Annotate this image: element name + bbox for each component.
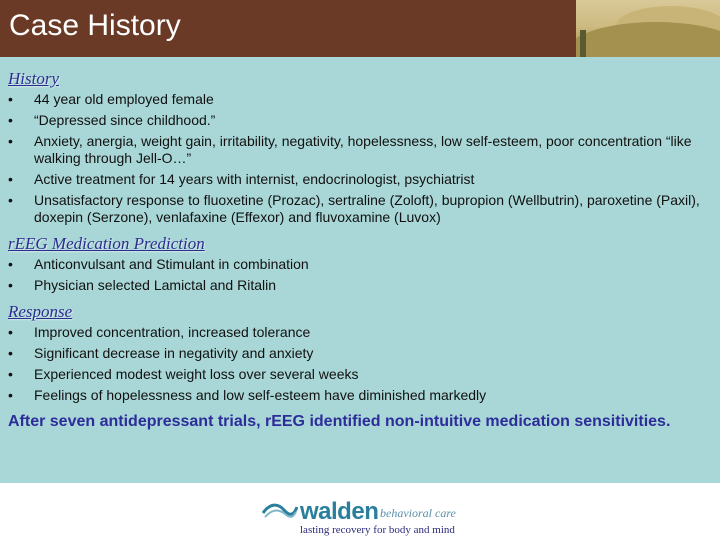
bullet-icon: • — [8, 345, 13, 361]
bullet-item — [8, 192, 708, 226]
bullet-icon: • — [8, 192, 13, 208]
header-landscape-image — [576, 0, 720, 57]
bullet-text: Active treatment for 14 years with internist, endocrinologist, psychiatrist — [34, 171, 475, 187]
bullet-text: Significant decrease in negativity and anxiety — [34, 345, 314, 361]
bullet-icon: • — [8, 112, 13, 128]
bullet-item — [8, 133, 708, 167]
conclusion-text: After seven antidepressant trials, rEEG identified non-intuitive medication sensitivities. — [8, 413, 671, 430]
bullet-text: 44 year old employed female — [34, 91, 214, 107]
bullet-item — [8, 366, 708, 383]
bullet-item — [8, 112, 708, 129]
slide-title: Case History — [9, 9, 181, 42]
bullet-text: Experienced modest weight loss over several weeks — [34, 366, 359, 382]
bullet-icon: • — [8, 171, 13, 187]
bullet-item — [8, 324, 708, 341]
logo-tagline: lasting recovery for body and mind — [300, 524, 455, 536]
bullet-icon: • — [8, 133, 13, 149]
slide-footer — [0, 483, 720, 540]
bullet-text: Anxiety, anergia, weight gain, irritability, negativity, hopelessness, low self-esteem, poor concentration “like walking through Jell-O…” — [34, 133, 692, 166]
slide-content — [8, 69, 708, 431]
bullet-item — [8, 91, 708, 108]
bullet-icon: • — [8, 324, 13, 340]
bullet-item — [8, 256, 708, 273]
bullet-item — [8, 277, 708, 294]
bullet-text: Unsatisfactory response to fluoxetine (Prozac), sertraline (Zoloft), bupropion (Wellbutrin), paroxetine (Paxil), doxepin (Serzone), venlafaxine (Effexor) and fluvoxamine (Luvox) — [34, 192, 700, 225]
bullet-icon: • — [8, 277, 13, 293]
section-title: Response — [8, 302, 73, 321]
bullet-list — [8, 91, 708, 226]
bullet-icon: • — [8, 91, 13, 107]
section-history — [8, 69, 708, 226]
bullet-list — [8, 256, 708, 294]
bullet-text: Feelings of hopelessness and low self-esteem have diminished markedly — [34, 387, 487, 403]
logo-name: walden — [300, 498, 379, 525]
logo-subtitle: behavioral care — [380, 506, 456, 520]
landscape-hill — [576, 22, 720, 57]
bullet-icon: • — [8, 256, 13, 272]
bullet-text: “Depressed since childhood.” — [34, 112, 216, 128]
bullet-item — [8, 171, 708, 188]
section-title: rEEG Medication Prediction — [8, 234, 205, 253]
wave-icon — [262, 501, 298, 521]
section-response — [8, 302, 708, 404]
bullet-icon: • — [8, 387, 13, 403]
slide-header — [0, 0, 720, 57]
section-title: History — [8, 69, 59, 88]
bullet-text: Anticonvulsant and Stimulant in combination — [34, 256, 309, 272]
bullet-text: Improved concentration, increased tolerance — [34, 324, 311, 340]
bullet-item — [8, 345, 708, 362]
walden-logo — [262, 499, 462, 537]
bullet-text: Physician selected Lamictal and Ritalin — [34, 277, 277, 293]
bullet-icon: • — [8, 366, 13, 382]
bullet-item — [8, 387, 708, 404]
landscape-tree — [580, 30, 586, 57]
section-reeg-prediction — [8, 234, 708, 294]
bullet-list — [8, 324, 708, 404]
